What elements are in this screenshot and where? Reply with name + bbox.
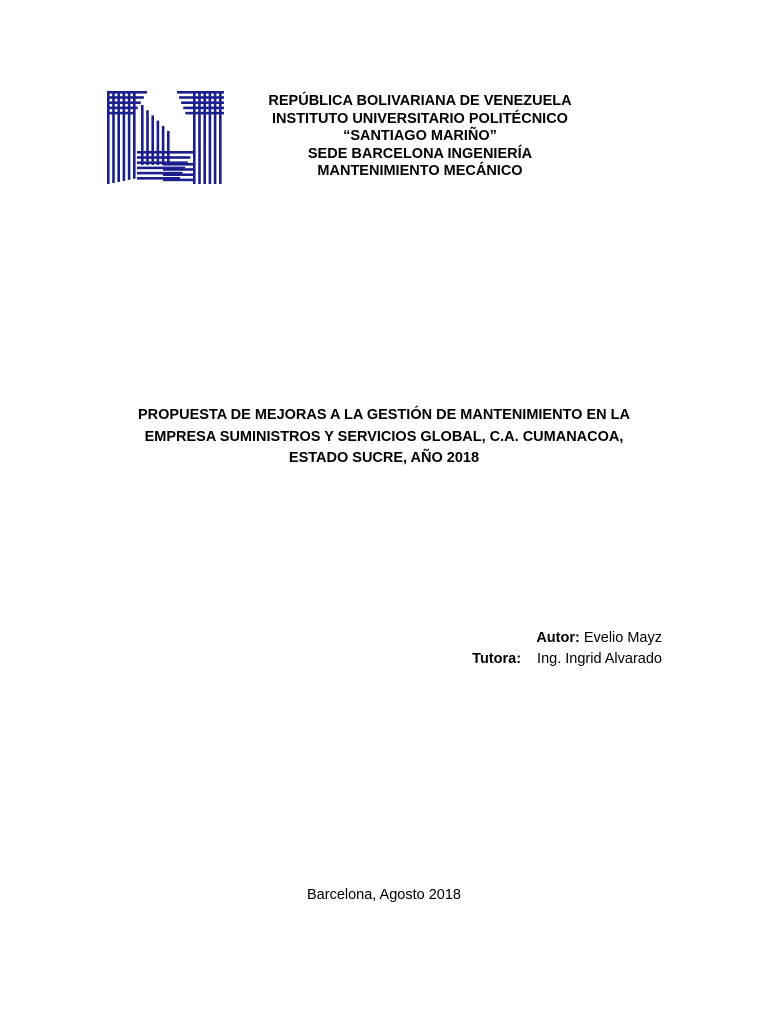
author-label: Autor: <box>536 630 580 646</box>
document-title <box>84 405 684 470</box>
author-row <box>400 628 662 649</box>
title-line-2: EMPRESA SUMINISTROS Y SERVICIOS GLOBAL, C.A. CUMANACOA, <box>144 428 624 445</box>
title-line-1: PROPUESTA DE MEJORAS A LA GESTIÓN DE MANTENIMIENTO EN LA <box>138 407 630 423</box>
place-date: Barcelona, Agosto 2018 <box>307 887 461 903</box>
credits-block <box>400 628 662 670</box>
header-line-country: REPÚBLICA BOLIVARIANA DE VENEZUELA <box>268 93 572 109</box>
author-name: Evelio Mayz <box>583 630 662 646</box>
tutor-name: Ing. Ingrid Alvarado <box>537 651 662 667</box>
tutor-label: Tutora: <box>472 651 522 667</box>
header-line-institute-name: “SANTIAGO MARIÑO” <box>343 128 497 144</box>
tutor-row <box>400 649 662 670</box>
header-line-program: MANTENIMIENTO MECÁNICO <box>317 163 523 179</box>
title-line-3: ESTADO SUCRE, AÑO 2018 <box>288 450 480 466</box>
institution-header <box>240 93 600 181</box>
header-line-campus: SEDE BARCELONA INGENIERÍA <box>307 145 533 162</box>
institution-logo-icon <box>107 91 224 184</box>
header-line-institute: INSTITUTO UNIVERSITARIO POLITÉCNICO <box>272 110 568 127</box>
